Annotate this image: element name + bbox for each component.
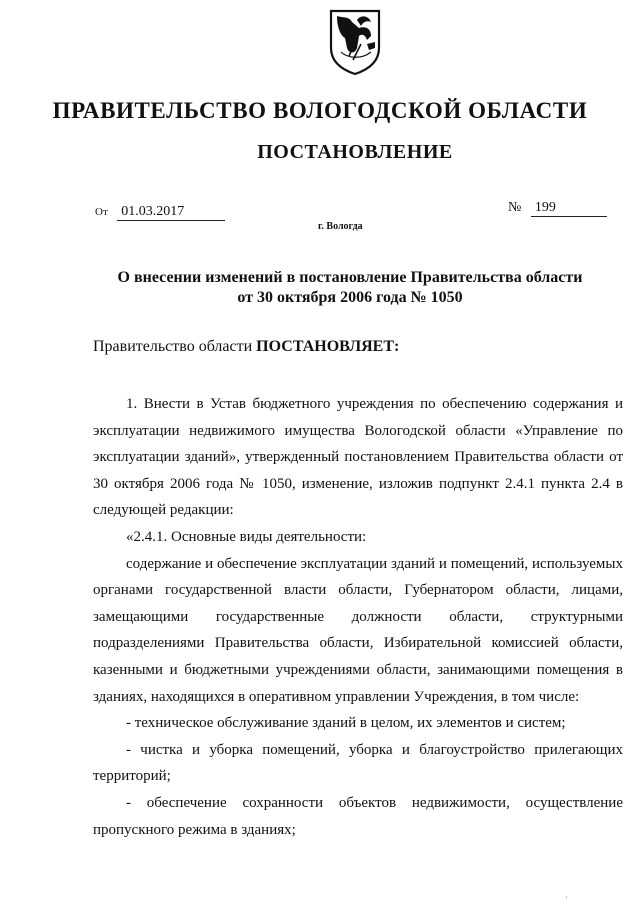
date-row	[95, 204, 225, 221]
paragraph-3: содержание и обеспечение эксплуатации зданий и помещений, используемых органами государственной власти области, Губернатором области, лицами, замещающими государственные должности области, структурными подразделениями Правительства области, Избирательной комиссией области, казенными и бюджетными учреждениями области, занимающими помещения в зданиях, находящихся в оперативном управлении Учреждения, в том числе:	[93, 555, 623, 705]
document-type: ПОСТАНОВЛЕНИЕ	[257, 141, 453, 163]
preamble-verb: ПОСТАНОВЛЯЕТ:	[256, 338, 400, 355]
scan-mark: '	[566, 895, 568, 904]
preamble	[93, 338, 399, 356]
number-label: №	[508, 200, 522, 215]
list-item-3: - обеспечение сохранности объектов недвижимости, осуществление пропускного режима в зданиях;	[93, 794, 623, 838]
date-label: От	[95, 206, 108, 218]
subject-heading	[60, 268, 640, 308]
paragraph-2: «2.4.1. Основные виды деятельности:	[126, 528, 367, 545]
number-row	[508, 200, 607, 217]
document-body	[93, 391, 623, 843]
document-date: 01.03.2017	[117, 204, 225, 221]
list-item-1: - техническое обслуживание зданий в целом, их элементов и систем;	[126, 715, 566, 732]
preamble-text: Правительство области	[93, 338, 253, 355]
paragraph-1: 1. Внести в Устав бюджетного учреждения по обеспечению содержания и эксплуатации недвижимого имущества Вологодской области «Управление по эксплуатации зданий», утвержденный постановлением Правительства области от 30 октября 2006 года № 1050, изменение, изложив подпункт 2.4.1 пункта 2.4 в следующей редакции:	[93, 396, 623, 519]
subject-line-1: О внесении изменений в постановление Правительства области	[117, 269, 583, 286]
list-item-2: - чистка и уборка помещений, уборка и благоустройство прилегающих территорий;	[93, 741, 623, 785]
city: г. Вологда	[318, 221, 363, 232]
document-number: 199	[531, 200, 607, 217]
coat-of-arms-icon	[327, 8, 383, 76]
subject-line-2: от 30 октября 2006 года № 1050	[237, 289, 463, 306]
government-title: ПРАВИТЕЛЬСТВО ВОЛОГОДСКОЙ ОБЛАСТИ	[52, 98, 588, 123]
